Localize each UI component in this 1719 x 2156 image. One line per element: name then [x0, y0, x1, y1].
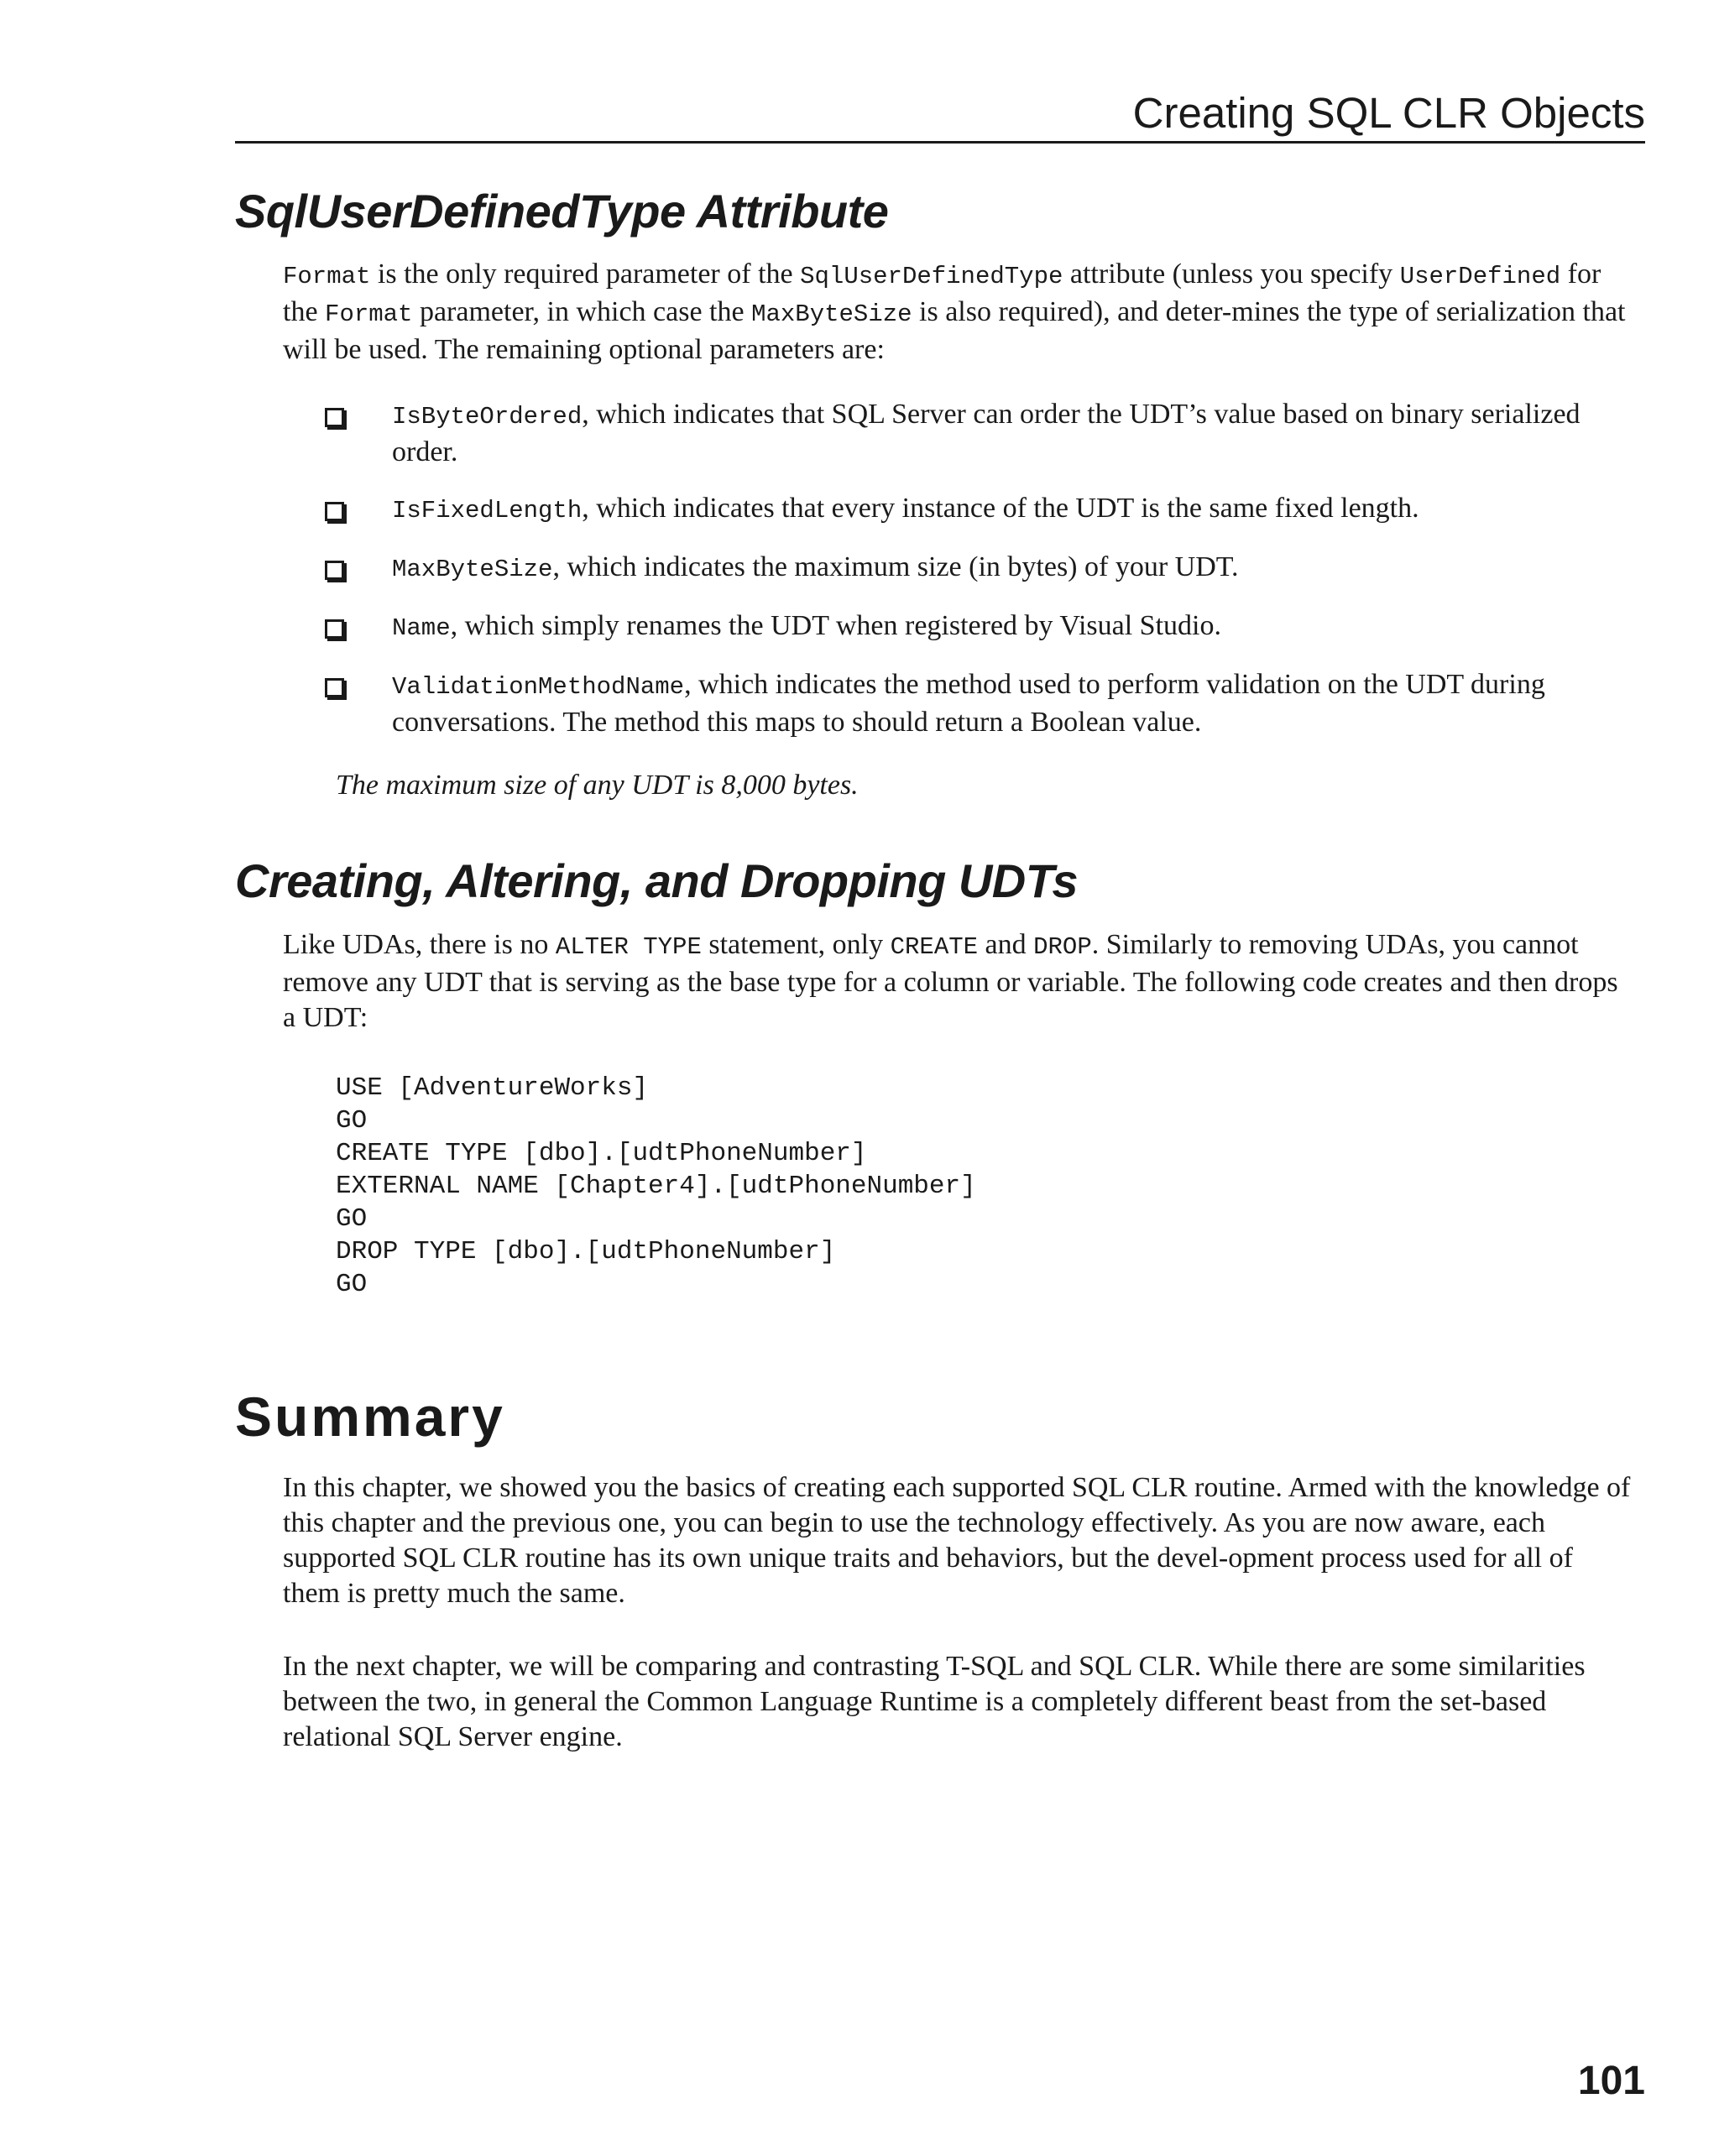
udt-size-note: The maximum size of any UDT is 8,000 bytes.	[336, 770, 859, 801]
section-heading-creating-udts: Creating, Altering, and Dropping UDTs	[235, 854, 1079, 907]
parameter-description: , which simply renames the UDT when registered by Visual Studio.	[450, 610, 1221, 641]
parameter-name: IsFixedLength	[392, 497, 583, 525]
text-run: Like UDAs, there is no	[283, 929, 556, 960]
parameter-description: , which indicates the method used to perform validation on the UDT during conversations. The method this maps to should return a Boolean value.	[392, 669, 1545, 738]
inline-code: CREATE	[890, 933, 979, 961]
code-line: GO	[336, 1106, 368, 1135]
list-item	[283, 550, 1643, 587]
text-run: and	[978, 929, 1034, 960]
udt-ddl-paragraph	[283, 927, 1634, 1036]
parameter-description: , which indicates that every instance of the UDT is the same fixed length.	[582, 493, 1419, 524]
list-item	[283, 397, 1643, 470]
checkbox-bullet-icon	[325, 678, 344, 697]
code-line: GO	[336, 1270, 368, 1299]
optional-parameters-list	[283, 397, 1643, 740]
list-item	[283, 608, 1643, 646]
checkbox-bullet-icon	[325, 561, 344, 580]
text-run: is the only required parameter of the	[370, 258, 801, 290]
sqludt-intro-paragraph	[283, 257, 1634, 368]
code-line: USE [AdventureWorks]	[336, 1073, 649, 1103]
parameter-description: , which indicates the maximum size (in bytes) of your UDT.	[552, 551, 1239, 582]
list-item	[283, 667, 1643, 740]
parameter-name: Name	[392, 614, 451, 642]
inline-code: MaxByteSize	[751, 300, 912, 328]
parameter-name: ValidationMethodName	[392, 673, 685, 701]
code-line: EXTERNAL NAME [Chapter4].[udtPhoneNumber]	[336, 1172, 976, 1201]
parameter-name: MaxByteSize	[392, 556, 553, 583]
inline-code: DROP	[1033, 933, 1092, 961]
parameter-name: IsByteOrdered	[392, 403, 583, 431]
header-rule	[235, 141, 1645, 144]
inline-code: Format	[325, 300, 413, 328]
parameter-description: , which indicates that SQL Server can order the UDT’s value based on binary serialized order.	[392, 399, 1581, 467]
inline-code: Format	[283, 263, 371, 290]
summary-heading: Summary	[235, 1386, 505, 1448]
code-line: GO	[336, 1204, 368, 1234]
text-run: . Similarly to removing UDAs, you cannot remove any UDT that is serving as the base type for a column or variable. The following code creates and then drops a UDT:	[283, 929, 1618, 1033]
inline-code: UserDefined	[1399, 263, 1561, 290]
sql-code-block	[336, 1072, 976, 1301]
inline-code: SqlUserDefinedType	[800, 263, 1063, 290]
page-number: 101	[1577, 2059, 1645, 2103]
checkbox-bullet-icon	[325, 619, 344, 639]
code-line: DROP TYPE [dbo].[udtPhoneNumber]	[336, 1237, 836, 1266]
section-heading-sqluserdefinedtype: SqlUserDefinedType Attribute	[235, 185, 889, 238]
code-line: CREATE TYPE [dbo].[udtPhoneNumber]	[336, 1139, 867, 1168]
text-run: parameter, in which case the	[412, 296, 752, 327]
checkbox-bullet-icon	[325, 502, 344, 521]
text-run: for the	[283, 258, 1601, 327]
list-item	[283, 491, 1643, 529]
running-header: Creating SQL CLR Objects	[1132, 89, 1645, 137]
summary-paragraph-2: In the next chapter, we will be comparing and contrasting T-SQL and SQL CLR. While there are some similarities between the two, in general the Common Language Runtime is a completely different beast from the set-based relational SQL Server engine.	[283, 1651, 1586, 1752]
text-run: attribute (unless you specify	[1063, 258, 1400, 290]
summary-paragraph-1: In this chapter, we showed you the basics of creating each supported SQL CLR routine. Armed with the knowledge of this chapter and the previous one, you can begin to use the technology effectively. As you are now aware, each supported SQL CLR routine has its own unique traits and behaviors, but the devel-opment process used for all of them is pretty much the same.	[283, 1472, 1631, 1609]
text-run: is also required), and deter-mines the type of serialization that will be used. The remaining optional parameters are:	[283, 296, 1626, 365]
checkbox-bullet-icon	[325, 408, 344, 427]
text-run: statement, only	[701, 929, 891, 960]
inline-code: ALTER TYPE	[555, 933, 702, 961]
